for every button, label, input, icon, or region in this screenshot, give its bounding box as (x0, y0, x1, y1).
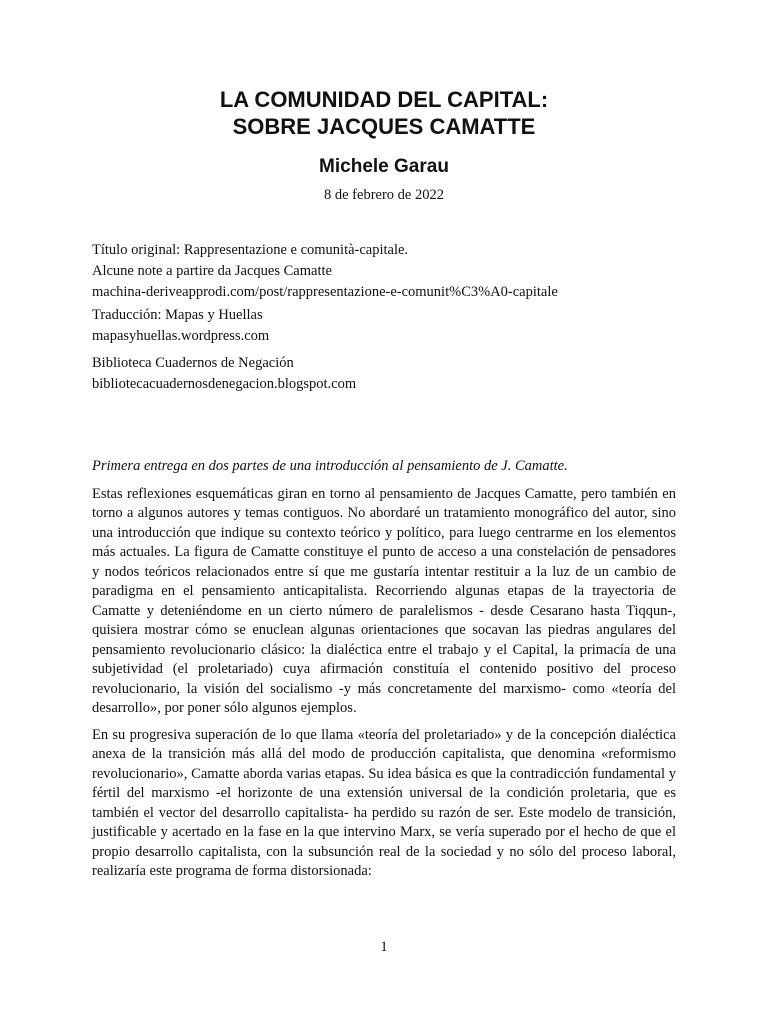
translation-url: mapasyhuellas.wordpress.com (92, 328, 270, 344)
library-name: Biblioteca Cuadernos de Negación (92, 355, 294, 371)
author-name: Michele Garau (319, 156, 449, 177)
title-line-2: SOBRE JACQUES CAMATTE (232, 114, 536, 139)
library-url: bibliotecacuadernosdenegacion.blogspot.com (92, 376, 357, 392)
intro-paragraph: Primera entrega en dos partes de una introducción al pensamiento de J. Camatte. (92, 458, 568, 474)
paragraph-2: En su progresiva superación de lo que llama «teoría del proletariado» y de la concepción dialéctica anexa de la transición más allá del modo de producción capitalista, que denomina «reformismo revolucionario», Camatte aborda varias etapas. Su idea básica es que la contradicción fundamental y fértil del marxismo -el horizonte de una extensión universal de la condición proletaria, que es también el vector del desarrollo capitalista- ha perdido su razón de ser. Este modelo de transición, justificable y acertado en la fase en la que intervino Marx, se vería superado por el hecho de que el propio desarrollo capitalista, con la subsunción real de la sociedad y no sólo del proceso laboral, realizaría este programa de forma distorsionada: (92, 726, 676, 879)
original-subtitle: Alcune note a partire da Jacques Camatte (92, 263, 332, 279)
paragraph-1: Estas reflexiones esquemáticas giran en torno al pensamiento de Jacques Camatte, pero también en torno a algunos autores y temas contiguos. No abordaré un tratamiento monográfico del autor, sino una introducción que indique su contexto teórico y político, para luego centrarme en los elementos más actuales. La figura de Camatte constituye el punto de acceso a una constelación de pensadores y nodos teóricos relacionados entre sí que me gustaría intentar restituir a la luz de un cambio de paradigma en el pensamiento anticapitalista. Recorriendo algunas etapas de la trayectoria de Camatte y deteniéndome en un cierto número de paralelismos - desde Cesarano hasta Tiqqun-, quisiera mostrar cómo se enuclean algunas orientaciones que socavan las piedras angulares del pensamiento revolucionario clásico: la dialéctica entre el trabajo y el Capital, la primacía de una subjetividad (el proletariado) cuya afirmación constituía el contenido positivo del proceso revolucionario, la visión del socialismo -y más concretamente del marxismo- como «teoría del desarrollo», por poner sólo algunos ejemplos. (92, 485, 676, 716)
translation-block (92, 305, 692, 347)
source-block (92, 240, 692, 303)
publication-date: 8 de febrero de 2022 (324, 187, 444, 203)
source-url: machina-deriveapprodi.com/post/rappresentazione-e-comunit%C3%A0-capitale (92, 284, 558, 300)
title-line-1: LA COMUNIDAD DEL CAPITAL: (219, 87, 549, 112)
translation-credit: Traducción: Mapas y Huellas (92, 307, 263, 323)
page-number: 1 (380, 939, 388, 955)
body-text (92, 457, 676, 889)
library-block (92, 353, 692, 395)
original-title: Título original: Rappresentazione e comunità-capitale. (92, 242, 409, 258)
document-title (0, 86, 768, 140)
